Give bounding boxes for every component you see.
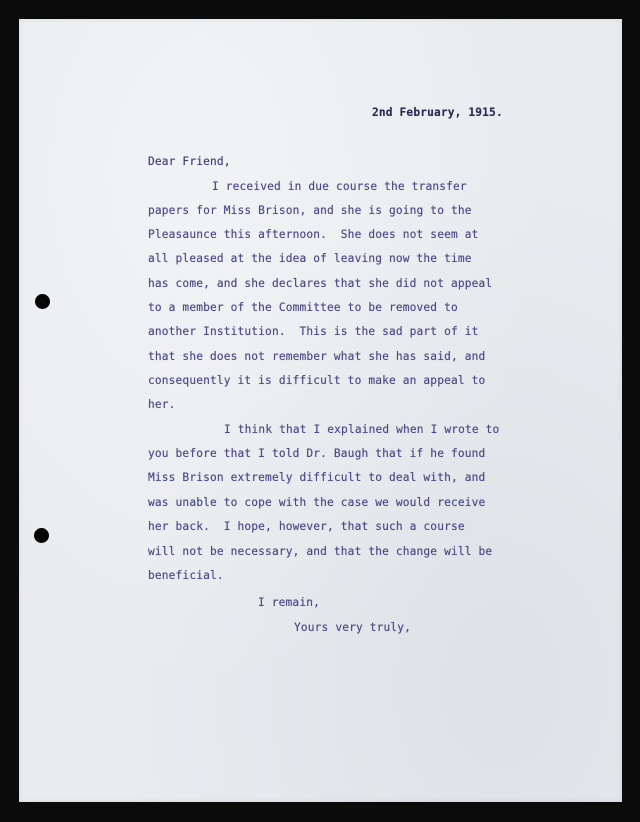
- body-line: Miss Brison extremely difficult to deal with, and: [148, 471, 486, 484]
- body-line: that she does not remember what she has said, and: [148, 350, 486, 363]
- body-line: I received in due course the transfer: [212, 180, 467, 193]
- body-line: beneficial.: [148, 569, 224, 582]
- body-line: you before that I told Dr. Baugh that if he found: [148, 447, 486, 460]
- body-line: consequently it is difficult to make an appeal to: [148, 374, 486, 387]
- letter-closing: I remain,: [258, 596, 320, 609]
- body-line: has come, and she declares that she did not appeal: [148, 277, 493, 290]
- body-line: will not be necessary, and that the change will be: [148, 545, 493, 558]
- body-line: papers for Miss Brison, and she is going to the: [148, 204, 472, 217]
- punch-hole-bottom: [34, 528, 49, 543]
- body-line: another Institution. This is the sad part of it: [148, 325, 479, 338]
- body-line: all pleased at the idea of leaving now the time: [148, 252, 472, 265]
- body-line: I think that I explained when I wrote to: [224, 423, 500, 436]
- letter-salutation: Dear Friend,: [148, 155, 231, 168]
- letter-signoff: Yours very truly,: [294, 621, 412, 634]
- letter-date: 2nd February, 1915.: [372, 106, 503, 119]
- body-line: her back. I hope, however, that such a course: [148, 520, 465, 533]
- body-line: her.: [148, 398, 176, 411]
- punch-hole-top: [35, 294, 50, 309]
- letter-page: [19, 19, 622, 802]
- body-line: Pleasaunce this afternoon. She does not seem at: [148, 228, 479, 241]
- body-line: was unable to cope with the case we would receive: [148, 496, 486, 509]
- body-line: to a member of the Committee to be removed to: [148, 301, 458, 314]
